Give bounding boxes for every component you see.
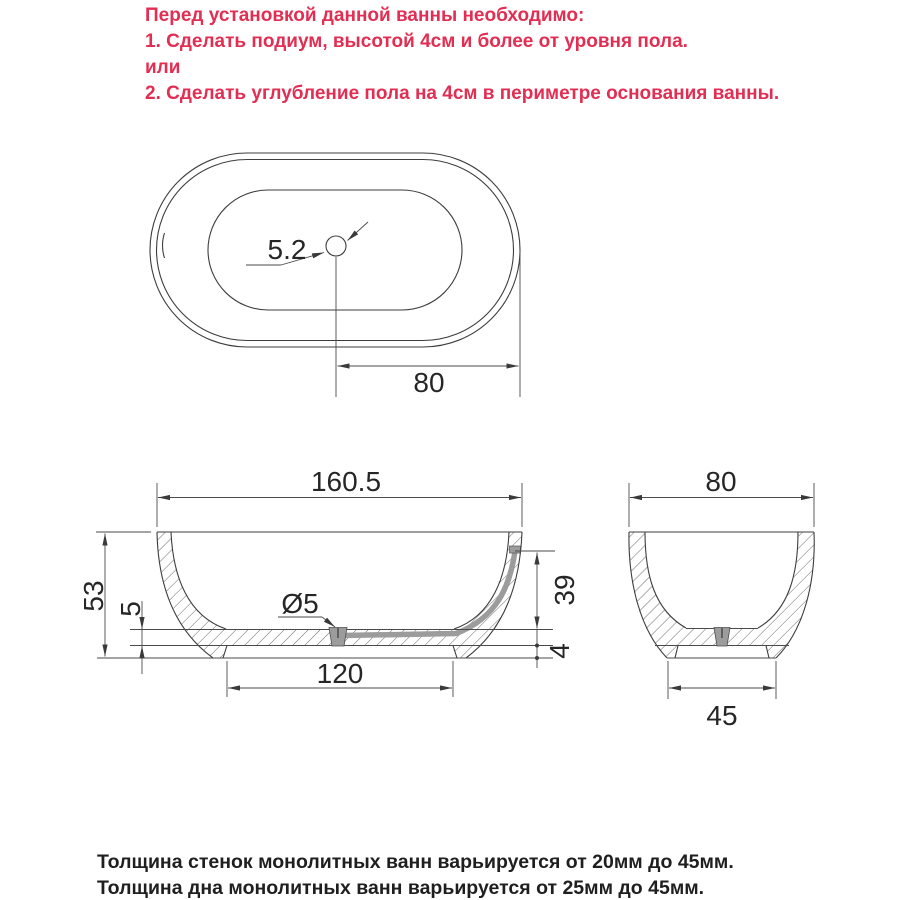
drain-hole-top: [326, 236, 346, 256]
dim-top-drain-offset: 80: [413, 367, 445, 398]
dim-side-base-width: [668, 661, 776, 699]
dim-side-base-width-label: 45: [706, 700, 738, 731]
installation-note-line-3: или: [145, 57, 181, 78]
dim-front-recess-label: 4: [544, 643, 575, 659]
thickness-note-line-1: Толщина стенок монолитных ванн варьируется от 20мм до 45мм.: [97, 851, 734, 873]
front-base-recess: [223, 646, 457, 659]
dim-front-length-label: 160.5: [310, 466, 382, 497]
installation-note-line-1: Перед установкой данной ванны необходимо:: [145, 5, 585, 26]
front-view: [78, 466, 580, 697]
thickness-note: [97, 849, 734, 900]
dim-top-drain-diameter: 5.2: [267, 234, 307, 265]
top-view-outline: [150, 153, 520, 347]
front-basin: [171, 532, 509, 629]
overflow-mark: [163, 233, 165, 258]
dim-front-height-label: 53: [78, 580, 109, 612]
dim-front-drain-label: Ø5: [281, 588, 319, 619]
side-drain: [714, 628, 730, 647]
front-drain: [329, 628, 347, 647]
dim-front-recess: [535, 629, 539, 668]
side-view: [629, 466, 814, 731]
dim-drain-leader: [246, 222, 368, 265]
dim-side-width-label: 80: [705, 466, 737, 497]
dim-front-base-step-label: 5: [115, 601, 146, 617]
installation-note-line-4: 2. Сделать углубление пола на 4см в периметре основания ванны.: [145, 83, 780, 104]
thickness-note-line-2: Толщина дна монолитных ванн варьируется от 25мм до 45мм.: [97, 877, 705, 899]
top-view: [150, 153, 520, 398]
dim-front-base-length-label: 120: [316, 658, 364, 689]
installation-note-line-2: 1. Сделать подиум, высотой 4см и более от уровня пола.: [145, 31, 688, 52]
side-base-recess: [675, 646, 769, 659]
dim-front-depth-label: 39: [549, 574, 580, 606]
